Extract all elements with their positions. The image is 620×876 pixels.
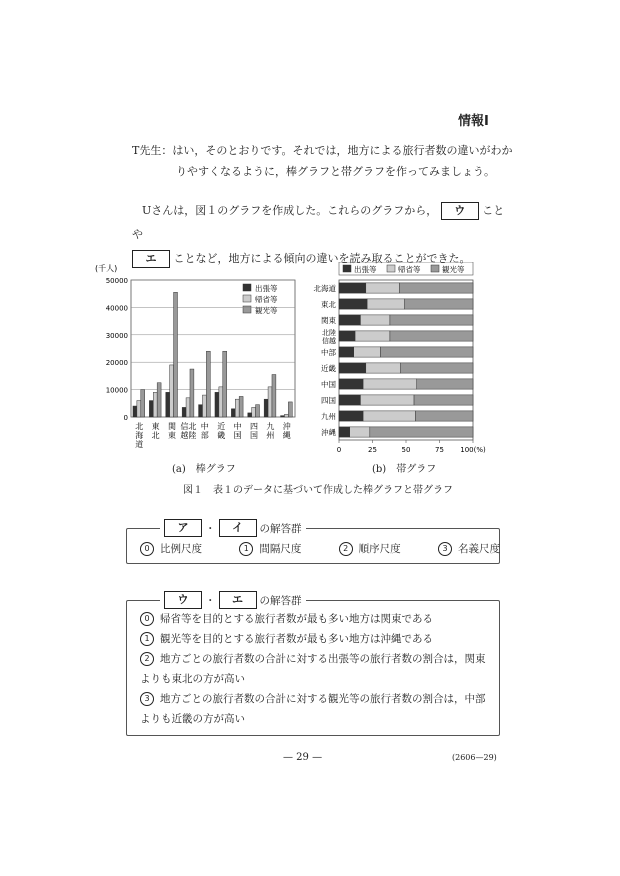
- band-chart-caption: (b) 帯グラフ: [372, 464, 437, 475]
- band-xtick-label: 0: [336, 446, 342, 454]
- band-xtick-label: 75: [435, 446, 444, 454]
- bar-xtick-label: 国: [233, 431, 242, 440]
- bar-ytick-label: 20000: [105, 359, 128, 368]
- band-segment-観光等: [415, 411, 473, 421]
- legend-swatch: [243, 284, 251, 291]
- band-segment-観光等: [417, 379, 473, 389]
- band-ytick-label: 近畿: [321, 364, 336, 373]
- bar-ytick-label: 40000: [105, 304, 128, 313]
- band-segment-観光等: [390, 331, 473, 341]
- bar-出張等: [149, 401, 153, 417]
- bar-帰省等: [202, 395, 206, 417]
- group2-box-u: ウ: [164, 591, 202, 609]
- group1-option: 2 順序尺度: [339, 539, 401, 559]
- band-chart-legend: [339, 262, 473, 275]
- band-segment-帰省等: [366, 363, 401, 373]
- bar-出張等: [133, 406, 137, 417]
- bar-xtick-label: 海: [135, 431, 144, 440]
- bar-帰省等: [284, 414, 288, 417]
- band-segment-出張等: [339, 379, 363, 389]
- band-segment-出張等: [339, 363, 366, 373]
- bar-帰省等: [137, 401, 141, 417]
- bar-出張等: [248, 413, 252, 417]
- group1-option: 1 間隔尺度: [239, 539, 301, 559]
- band-segment-出張等: [339, 347, 354, 357]
- group2-suffix: の解答群: [259, 594, 302, 607]
- group2-option: 1 観光等を目的とする旅行者数が最も多い地方は沖縄である: [140, 629, 490, 649]
- band-segment-観光等: [401, 363, 473, 373]
- bar-xtick-label: 北: [188, 422, 197, 431]
- band-xtick-label: 50: [401, 446, 411, 454]
- subject-title: 情報Ⅰ: [458, 114, 489, 129]
- narrative-part-3: ことなど，地方による傾向の違いを読み取ることができた。: [173, 252, 471, 265]
- legend-swatch: [387, 265, 395, 272]
- bar-ytick-label: 30000: [105, 331, 128, 340]
- legend-swatch: [243, 295, 251, 302]
- bar-xtick-label: 部: [200, 431, 209, 440]
- band-segment-帰省等: [350, 427, 370, 437]
- bar-観光等: [157, 383, 161, 417]
- bar-観光等: [190, 369, 194, 417]
- band-segment-観光等: [381, 347, 473, 357]
- bar-xtick-label: 畿: [217, 431, 226, 440]
- group1-options: [140, 539, 500, 559]
- group2-option-cont: よりも近畿の方が高い: [140, 713, 245, 725]
- group1-box-a: ア: [164, 519, 202, 537]
- band-chart: [305, 262, 515, 467]
- legend-swatch: [431, 265, 439, 272]
- bar-出張等: [231, 409, 235, 417]
- bar-xtick-label: 北: [135, 422, 144, 431]
- bar-xtick-label: 沖: [282, 422, 291, 431]
- group2-options: [140, 609, 490, 729]
- band-ytick-label: 北陸: [322, 329, 336, 337]
- bar-chart-ylabel: (千人): [95, 264, 118, 273]
- legend-label: 帰省等: [255, 295, 278, 304]
- band-segment-出張等: [339, 331, 355, 341]
- bar-帰省等: [252, 407, 256, 417]
- bar-観光等: [256, 405, 260, 417]
- bar-xtick-label: 九: [266, 422, 275, 431]
- band-ytick-label: 信越: [322, 337, 336, 345]
- band-ytick-label: 中国: [321, 380, 336, 389]
- legend-label: 出張等: [255, 284, 278, 293]
- group1-dot: ・: [205, 522, 216, 535]
- bar-ytick-label: 50000: [105, 277, 128, 285]
- group2-option: 3 地方ごとの旅行者数の合計に対する観光等の旅行者数の割合は，中部: [140, 689, 490, 709]
- bar-xtick-label: 北: [151, 431, 160, 440]
- legend-label: 観光等: [442, 265, 465, 274]
- bar-xtick-label: 道: [135, 440, 144, 449]
- band-segment-帰省等: [363, 379, 417, 389]
- answer-box-e: エ: [132, 250, 170, 268]
- narrative-part-1: Uさんは，図１のグラフを作成した。これらのグラフから，: [142, 204, 438, 217]
- band-segment-出張等: [339, 427, 350, 437]
- bar-xtick-label: 関: [168, 422, 176, 431]
- bar-xtick-label: 信: [180, 422, 189, 431]
- bar-xtick-label: 中: [233, 422, 242, 431]
- bar-出張等: [264, 399, 268, 417]
- bar-chart: [95, 262, 305, 487]
- band-segment-出張等: [339, 299, 367, 309]
- bar-xtick-label: 陸: [188, 431, 197, 440]
- band-segment-出張等: [339, 395, 360, 405]
- band-ytick-label: 四国: [321, 396, 336, 405]
- band-segment-観光等: [390, 315, 473, 325]
- bar-xtick-label: 東: [151, 422, 160, 431]
- bar-xtick-label: 近: [217, 422, 226, 431]
- answer-box-u: ウ: [441, 202, 479, 220]
- bar-出張等: [199, 405, 203, 417]
- band-segment-観光等: [399, 283, 473, 293]
- group2-option-cont: よりも東北の方が高い: [140, 673, 245, 685]
- band-ytick-label: 東北: [321, 300, 336, 309]
- group1-suffix: の解答群: [259, 522, 302, 535]
- bar-観光等: [288, 402, 292, 417]
- bar-帰省等: [268, 387, 272, 417]
- band-segment-観光等: [405, 299, 473, 309]
- band-xtick-label: 100(%): [460, 446, 486, 454]
- figure-caption: 図１ 表１のデータに基づいて作成した棒グラフと帯グラフ: [183, 485, 453, 496]
- bar-xtick-label: 国: [250, 431, 258, 440]
- group1-box-i: イ: [219, 519, 257, 537]
- bar-観光等: [206, 351, 210, 417]
- page-number: — 29 —: [283, 752, 323, 763]
- band-ytick-label: 関東: [321, 316, 336, 325]
- bar-帰省等: [153, 392, 157, 417]
- bar-帰省等: [186, 398, 190, 417]
- bar-観光等: [141, 390, 145, 417]
- band-segment-帰省等: [360, 315, 389, 325]
- bar-xtick-label: 州: [266, 431, 275, 440]
- legend-label: 帰省等: [398, 265, 421, 274]
- group2-option: 2 地方ごとの旅行者数の合計に対する出張等の旅行者数の割合は，関東: [140, 649, 490, 669]
- legend-swatch: [343, 265, 351, 272]
- bar-帰省等: [170, 365, 174, 417]
- band-segment-帰省等: [363, 411, 415, 421]
- bar-xtick-label: 四: [250, 422, 258, 431]
- bar-ytick-label: 10000: [105, 386, 128, 395]
- bar-ytick-label: 0: [123, 414, 128, 422]
- band-xtick-label: 25: [368, 446, 377, 454]
- band-segment-観光等: [370, 427, 473, 437]
- narrative-part-2: ことや: [132, 204, 505, 241]
- band-segment-帰省等: [367, 299, 405, 309]
- band-ytick-label: 北海道: [313, 284, 336, 293]
- bar-xtick-label: 越: [180, 431, 189, 440]
- bar-xtick-label: 縄: [282, 431, 291, 440]
- bar-観光等: [223, 351, 227, 417]
- answer-group-2-title: [160, 591, 306, 609]
- bar-出張等: [215, 392, 219, 417]
- bar-出張等: [182, 407, 186, 417]
- bar-観光等: [239, 396, 243, 417]
- bar-帰省等: [235, 399, 239, 417]
- bar-出張等: [166, 392, 170, 417]
- narrative: [132, 199, 512, 271]
- band-ytick-label: 沖縄: [321, 428, 336, 437]
- dialogue-line-1: T先生：はい，そのとおりです。それでは，地方による旅行者数の違いがわか: [132, 144, 513, 157]
- bar-観光等: [174, 292, 178, 417]
- legend-label: 出張等: [354, 265, 377, 274]
- band-segment-出張等: [339, 315, 360, 325]
- bar-xtick-label: 東: [168, 431, 176, 440]
- band-segment-帰省等: [355, 331, 390, 341]
- dialogue: [132, 140, 512, 182]
- band-segment-帰省等: [366, 283, 400, 293]
- band-segment-出張等: [339, 411, 363, 421]
- group1-option: 3 名義尺度: [438, 539, 500, 559]
- bar-出張等: [281, 416, 285, 417]
- bar-観光等: [272, 375, 276, 417]
- band-segment-帰省等: [354, 347, 381, 357]
- bar-chart-legend: [243, 283, 278, 315]
- answer-group-1-title: [160, 519, 306, 537]
- bar-chart-caption: (a) 棒グラフ: [172, 464, 236, 475]
- legend-swatch: [243, 306, 251, 313]
- band-segment-出張等: [339, 283, 366, 293]
- page-code: (2606—29): [452, 753, 497, 762]
- band-ytick-label: 中部: [321, 348, 336, 357]
- band-segment-帰省等: [360, 395, 414, 405]
- bar-xtick-label: 中: [200, 422, 209, 431]
- group1-option: 0 比例尺度: [140, 539, 202, 559]
- legend-label: 観光等: [255, 306, 278, 315]
- band-ytick-label: 九州: [321, 412, 336, 421]
- group2-option: 0 帰省等を目的とする旅行者数が最も多い地方は関東である: [140, 609, 490, 629]
- bar-帰省等: [219, 387, 223, 417]
- dialogue-line-2: りやすくなるように，棒グラフと帯グラフを作ってみましょう。: [176, 165, 495, 178]
- group2-box-e: エ: [219, 591, 257, 609]
- band-segment-観光等: [414, 395, 473, 405]
- group2-dot: ・: [205, 594, 216, 607]
